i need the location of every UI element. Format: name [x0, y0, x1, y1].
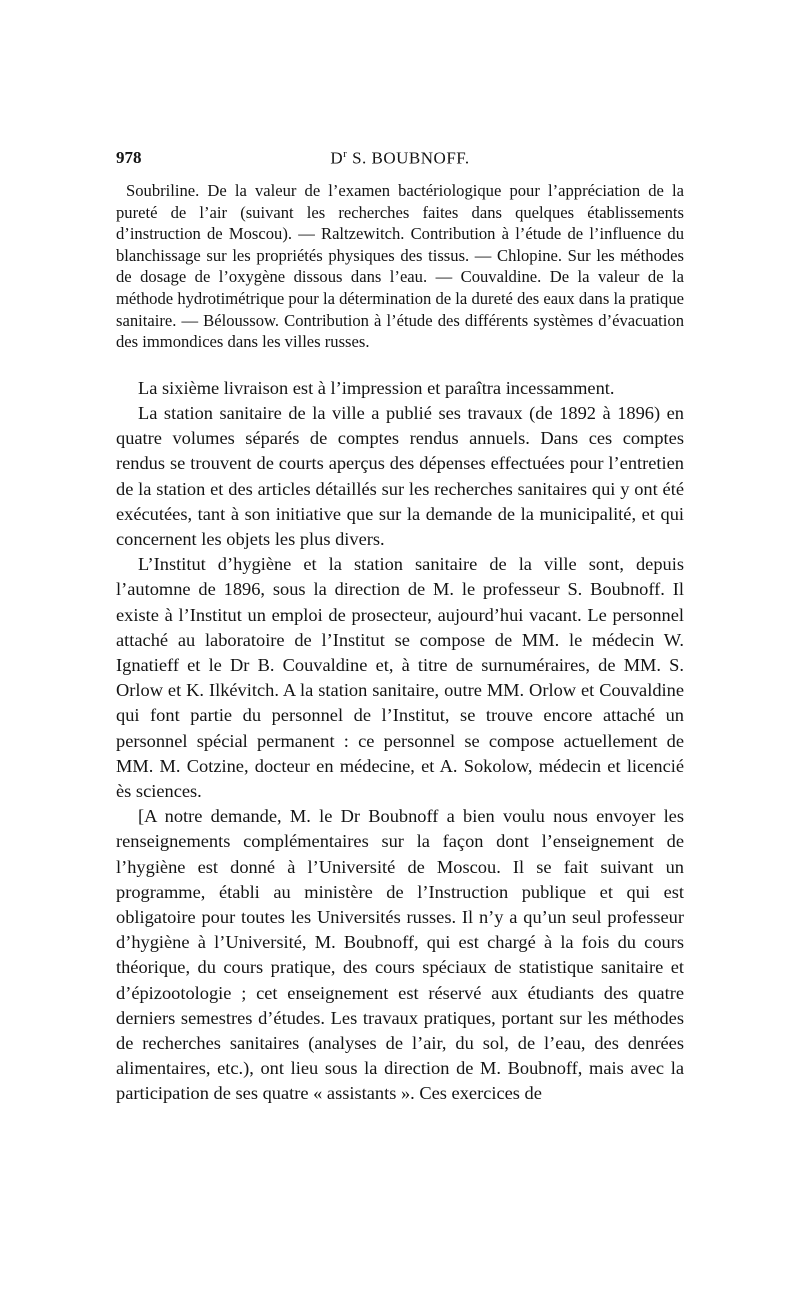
paragraph-sixth-issue: La sixième livraison est à l’impression et paraîtra incessamment.: [138, 377, 615, 398]
author-prefix: D: [330, 148, 344, 168]
page-header: [116, 148, 684, 180]
running-head: [116, 148, 684, 169]
author-sup: r: [343, 148, 348, 160]
paragraph-institute-staff: L’Institut d’hygiène et la station sanitaire de la ville sont, depuis l’automne de 1896, sous la direction de M. le professeur S. Boubnoff. Il existe à l’Institut un emploi de prosecteur, aujourd’hui vacant. Le personnel attaché au laboratoire de l’Institut se compose de MM. le médecin W. Ignatieff et le Dr B. Couvaldine et, à titre de surnuméraires, de MM. S. Orlow et K. Ilkévitch. A la station sanitaire, outre MM. Orlow et Couvaldine qui font partie du personnel de l’Institut, se trouve encore attaché un personnel spécial permanent : ce personnel se compose actuellement de MM. M. Cotzine, docteur en médecine, et A. Sokolow, médecin et licencié ès sciences.: [116, 554, 684, 801]
paragraph-hygiene-teaching: [A notre demande, M. le Dr Boubnoff a bien voulu nous envoyer les renseignements complémentaires sur la façon dont l’enseignement de l’hygiène est donné à l’Université de Moscou. Il se fait suivant un programme, établi au ministère de l’Instruction publique et qui est obligatoire pour toutes les Universités russes. Il n’y a qu’un seul professeur d’hygiène à l’Université, M. Boubnoff, qui est chargé à la fois du cours théorique, du cours pratique, des cours spéciaux de statistique sanitaire et d’épizootologie ; cet enseignement est réservé aux étudiants des quatre derniers semestres d’études. Les travaux pratiques, portant sur les méthodes de recherches sanitaires (analyses de l’air, du sol, de l’eau, des denrées alimentaires, etc.), ont lieu sous la direction de M. Boubnoff, mais avec la participation de ses quatre « assistants ». Ces exercices de: [116, 806, 684, 1104]
book-page: [116, 148, 684, 1107]
page-number: 978: [116, 148, 142, 167]
paragraph-sanitary-station: La station sanitaire de la ville a publié ses travaux (de 1892 à 1896) en quatre volumes séparés de comptes rendus annuels. Dans ces comptes rendus se trouvent de courts aperçus des dépenses effectuées pour l’entretien de la station et des articles détaillés sur les recherches sanitaires qui y ont été exécutées, tant à son initiative que sur la demande de la municipalité, et qui concernent les objets les plus divers.: [116, 402, 684, 549]
paragraph-publications-list: Soubriline. De la valeur de l’examen bactériologique pour l’appréciation de la pureté de l’air (suivant les recherches faites dans quelques établissements d’instruction de Moscou). — Raltzewitch. Contribution à l’étude de l’influence du blanchissage sur les propriétés physiques des tissus. — Chlopine. Sur les méthodes de dosage de l’oxygène dissous dans l’eau. — Couvaldine. De la valeur de la méthode hydrotimétrique pour la détermination de la dureté des eaux dans la pratique sanitaire. — Béloussow. Contribution à l’étude des différents systèmes d’évacuation des immondices dans les villes russes.: [116, 181, 684, 352]
section-gap: [116, 353, 684, 376]
author-name: S. BOUBNOFF.: [347, 148, 470, 168]
